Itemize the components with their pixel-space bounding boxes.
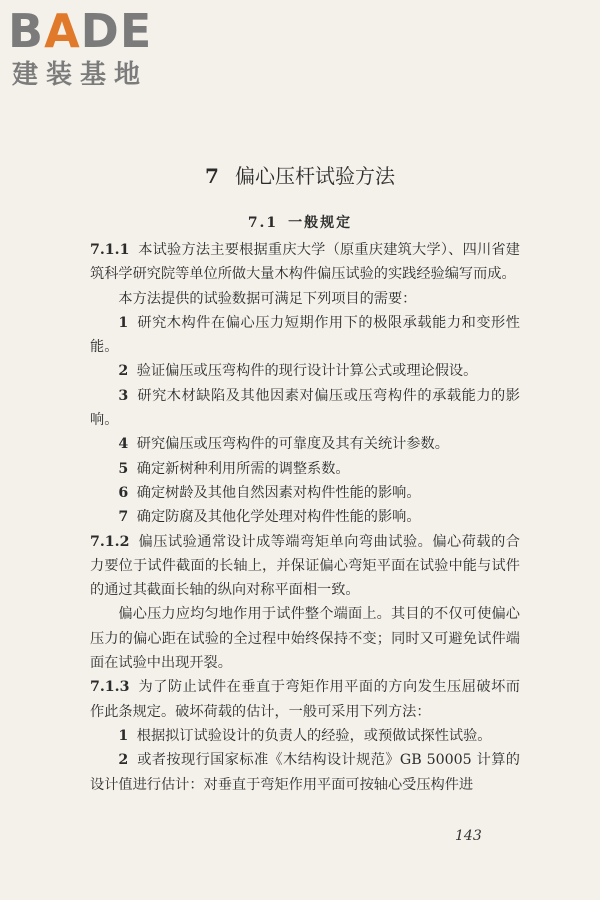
- item-number: 7: [118, 509, 129, 526]
- body-paragraph: [90, 602, 520, 675]
- list-item: [90, 384, 520, 433]
- logo-subtitle: 建装基地: [12, 60, 149, 90]
- paragraph-text: 偏压试验通常设计成等端弯矩单向弯曲试验。偏心荷载的合力要位于试件截面的长轴上，并保证偏心弯矩平面在试验中能与试件的通过其截面长轴的纵向对称平面相一致。: [90, 533, 520, 599]
- body-paragraph: [90, 287, 520, 311]
- item-number: 1: [118, 314, 129, 331]
- item-number: 5: [118, 460, 129, 477]
- clause-number: 7.1.3: [90, 679, 130, 696]
- item-number: 1: [118, 727, 129, 744]
- list-item: [90, 432, 520, 456]
- item-number: 3: [118, 387, 129, 404]
- section-title: [0, 212, 600, 232]
- section-title-text: 一般规定: [288, 215, 353, 231]
- paragraph-text: 研究木材缺陷及其他因素对偏压或压弯构件的承载能力的影响。: [90, 387, 520, 429]
- chapter-number: 7: [205, 164, 219, 188]
- item-number: 6: [118, 484, 129, 501]
- clause-number: 7.1.1: [90, 242, 130, 258]
- list-item: [90, 505, 520, 529]
- paragraph-text: 本试验方法主要根据重庆大学（原重庆建筑大学）、四川省建筑科学研究院等单位所做大量木构件偏压试验的实践经验编写而成。: [90, 242, 520, 283]
- paragraph-text: 确定防腐及其他化学处理对构件性能的影响。: [136, 509, 421, 526]
- paragraph-text: 研究偏压或压弯构件的可靠度及其有关统计参数。: [136, 436, 449, 453]
- paragraph-text: 为了防止试件在垂直于弯矩作用平面的方向发生压屈破坏而作此条规定。破坏荷载的估计，一般可采用下列方法：: [90, 679, 520, 720]
- logo: [8, 4, 178, 94]
- paragraph-text: 根据拟订试验设计的负责人的经验，或预做试探性试验。: [136, 727, 492, 744]
- clause-number: 7.1.2: [90, 533, 130, 550]
- list-item: [90, 311, 520, 360]
- list-item: [90, 359, 520, 383]
- paragraph-text: 本方法提供的试验数据可满足下列项目的需要：: [118, 290, 417, 307]
- item-number: 2: [118, 752, 129, 769]
- document-body: [90, 238, 520, 797]
- list-item: [90, 748, 520, 797]
- list-item: [90, 457, 520, 481]
- logo-accent-letter: A: [44, 4, 81, 58]
- chapter-title: [0, 160, 600, 189]
- paragraph-text: 确定新树种利用所需的调整系数。: [136, 460, 350, 477]
- item-number: 4: [118, 436, 129, 453]
- section-number: 7.1: [247, 215, 279, 231]
- chapter-title-text: 偏心压杆试验方法: [234, 164, 395, 188]
- paragraph-text: 确定树龄及其他自然因素对构件性能的影响。: [136, 484, 421, 501]
- paragraph-text: 偏心压力应均匀地作用于试件整个端面上。其目的不仅可使偏心压力的偏心距在试验的全过程中始终保持不变；同时又可避免试件端面在试验中出现开裂。: [90, 606, 520, 672]
- clause-paragraph: [90, 675, 520, 724]
- logo-wordmark: BADE: [8, 4, 153, 58]
- list-item: [90, 481, 520, 505]
- page-number: 143: [455, 828, 482, 844]
- clause-paragraph: [90, 530, 520, 603]
- list-item: [90, 724, 520, 748]
- paragraph-text: 验证偏压或压弯构件的现行设计计算公式或理论假设。: [136, 363, 478, 380]
- clause-paragraph: [90, 238, 520, 287]
- paragraph-text: 或者按现行国家标准《木结构设计规范》GB 50005 计算的设计值进行估计：对垂直于弯矩作用平面可按轴心受压构件进: [90, 752, 520, 793]
- paragraph-text: 研究木构件在偏心压力短期作用下的极限承载能力和变形性能。: [90, 314, 520, 356]
- item-number: 2: [118, 363, 129, 380]
